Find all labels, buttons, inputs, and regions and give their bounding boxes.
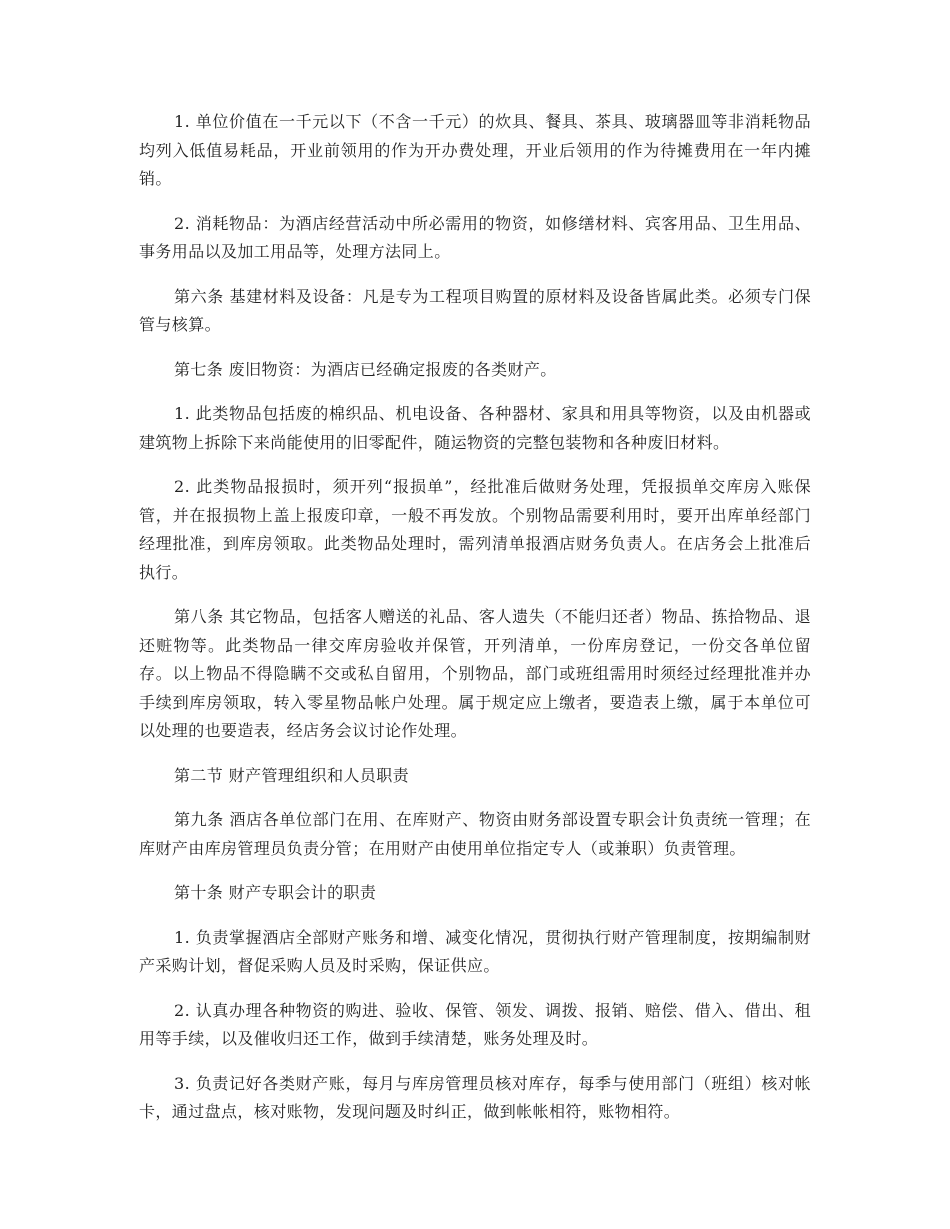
paragraph-article-8: 第八条 其它物品，包括客人赠送的礼品、客人遗失（不能归还者）物品、拣拾物品、退还赃物等。此类物品一律交库房验收并保管，开列清单，一份库房登记，一份交各单位留存。以上物品不得隐瞒不交或私自留用，个别物品，部门或班组需用时须经过经理批准并办手续到库房领取，转入零星物品帐户处理。属于规定应上缴者，要造表上缴，属于本单位可以处理的也要造表，经店务会议讨论作处理。 — [139, 607, 811, 740]
paragraph-article-7: 第七条 废旧物资：为酒店已经确定报废的各类财产。 — [174, 359, 557, 379]
paragraph-duty-3: 3. 负责记好各类财产账，每月与库房管理员核对库存，每季与使用部门（班组）核对帐卡，通过盘点，核对账物，发现问题及时纠正，做到帐帐相符，账物相符。 — [139, 1073, 811, 1121]
paragraph-consumable-items: 2. 消耗物品：为酒店经营活动中所必需用的物资，如修缮材料、宾客用品、卫生用品、事务用品以及加工用品等，处理方法同上。 — [139, 213, 811, 261]
section-heading-2: 第二节 财产管理组织和人员职责 — [174, 765, 410, 785]
paragraph-duty-1: 1. 负责掌握酒店全部财产账务和增、减变化情况，贯彻执行财产管理制度，按期编制财产采购计划，督促采购人员及时采购，保证供应。 — [139, 927, 811, 975]
paragraph-scrap-scope: 1. 此类物品包括废的棉织品、机电设备、各种器材、家具和用具等物资，以及由机器或建筑物上拆除下来尚能使用的旧零配件，随运物资的完整包装物和各种废旧材料。 — [139, 404, 811, 452]
paragraph-article-10-title: 第十条 财产专职会计的职责 — [174, 883, 377, 902]
paragraph-scrap-procedure: 2. 此类物品报损时，须开列“报损单”，经批准后做财务处理，凭报损单交库房入账保管，并在报损物上盖上报废印章，一般不再发放。个别物品需要利用时，要开出库单经部门经理批准，到库房领取。此类物品处理时，需列清单报酒店财务负责人。在店务会上批准后执行。 — [139, 477, 811, 582]
paragraph-low-value-consumables: 1. 单位价值在一千元以下（不含一千元）的炊具、餐具、茶具、玻璃器皿等非消耗物品均列入低值易耗品，开业前领用的作为开办费处理，开业后领用的作为待摊费用在一年内摊销。 — [139, 112, 811, 188]
paragraph-duty-2: 2. 认真办理各种物资的购进、验收、保管、领发、调拨、报销、赔偿、借入、借出、租用等手续，以及催收归还工作，做到手续清楚，账务处理及时。 — [139, 1000, 811, 1048]
paragraph-article-9: 第九条 酒店各单位部门在用、在库财产、物资由财务部设置专职会计负责统一管理；在库财产由库房管理员负责分管；在用财产由使用单位指定专人（或兼职）负责管理。 — [139, 810, 811, 858]
paragraph-article-6: 第六条 基建材料及设备：凡是专为工程项目购置的原材料及设备皆属此类。必须专门保管与核算。 — [139, 286, 811, 334]
